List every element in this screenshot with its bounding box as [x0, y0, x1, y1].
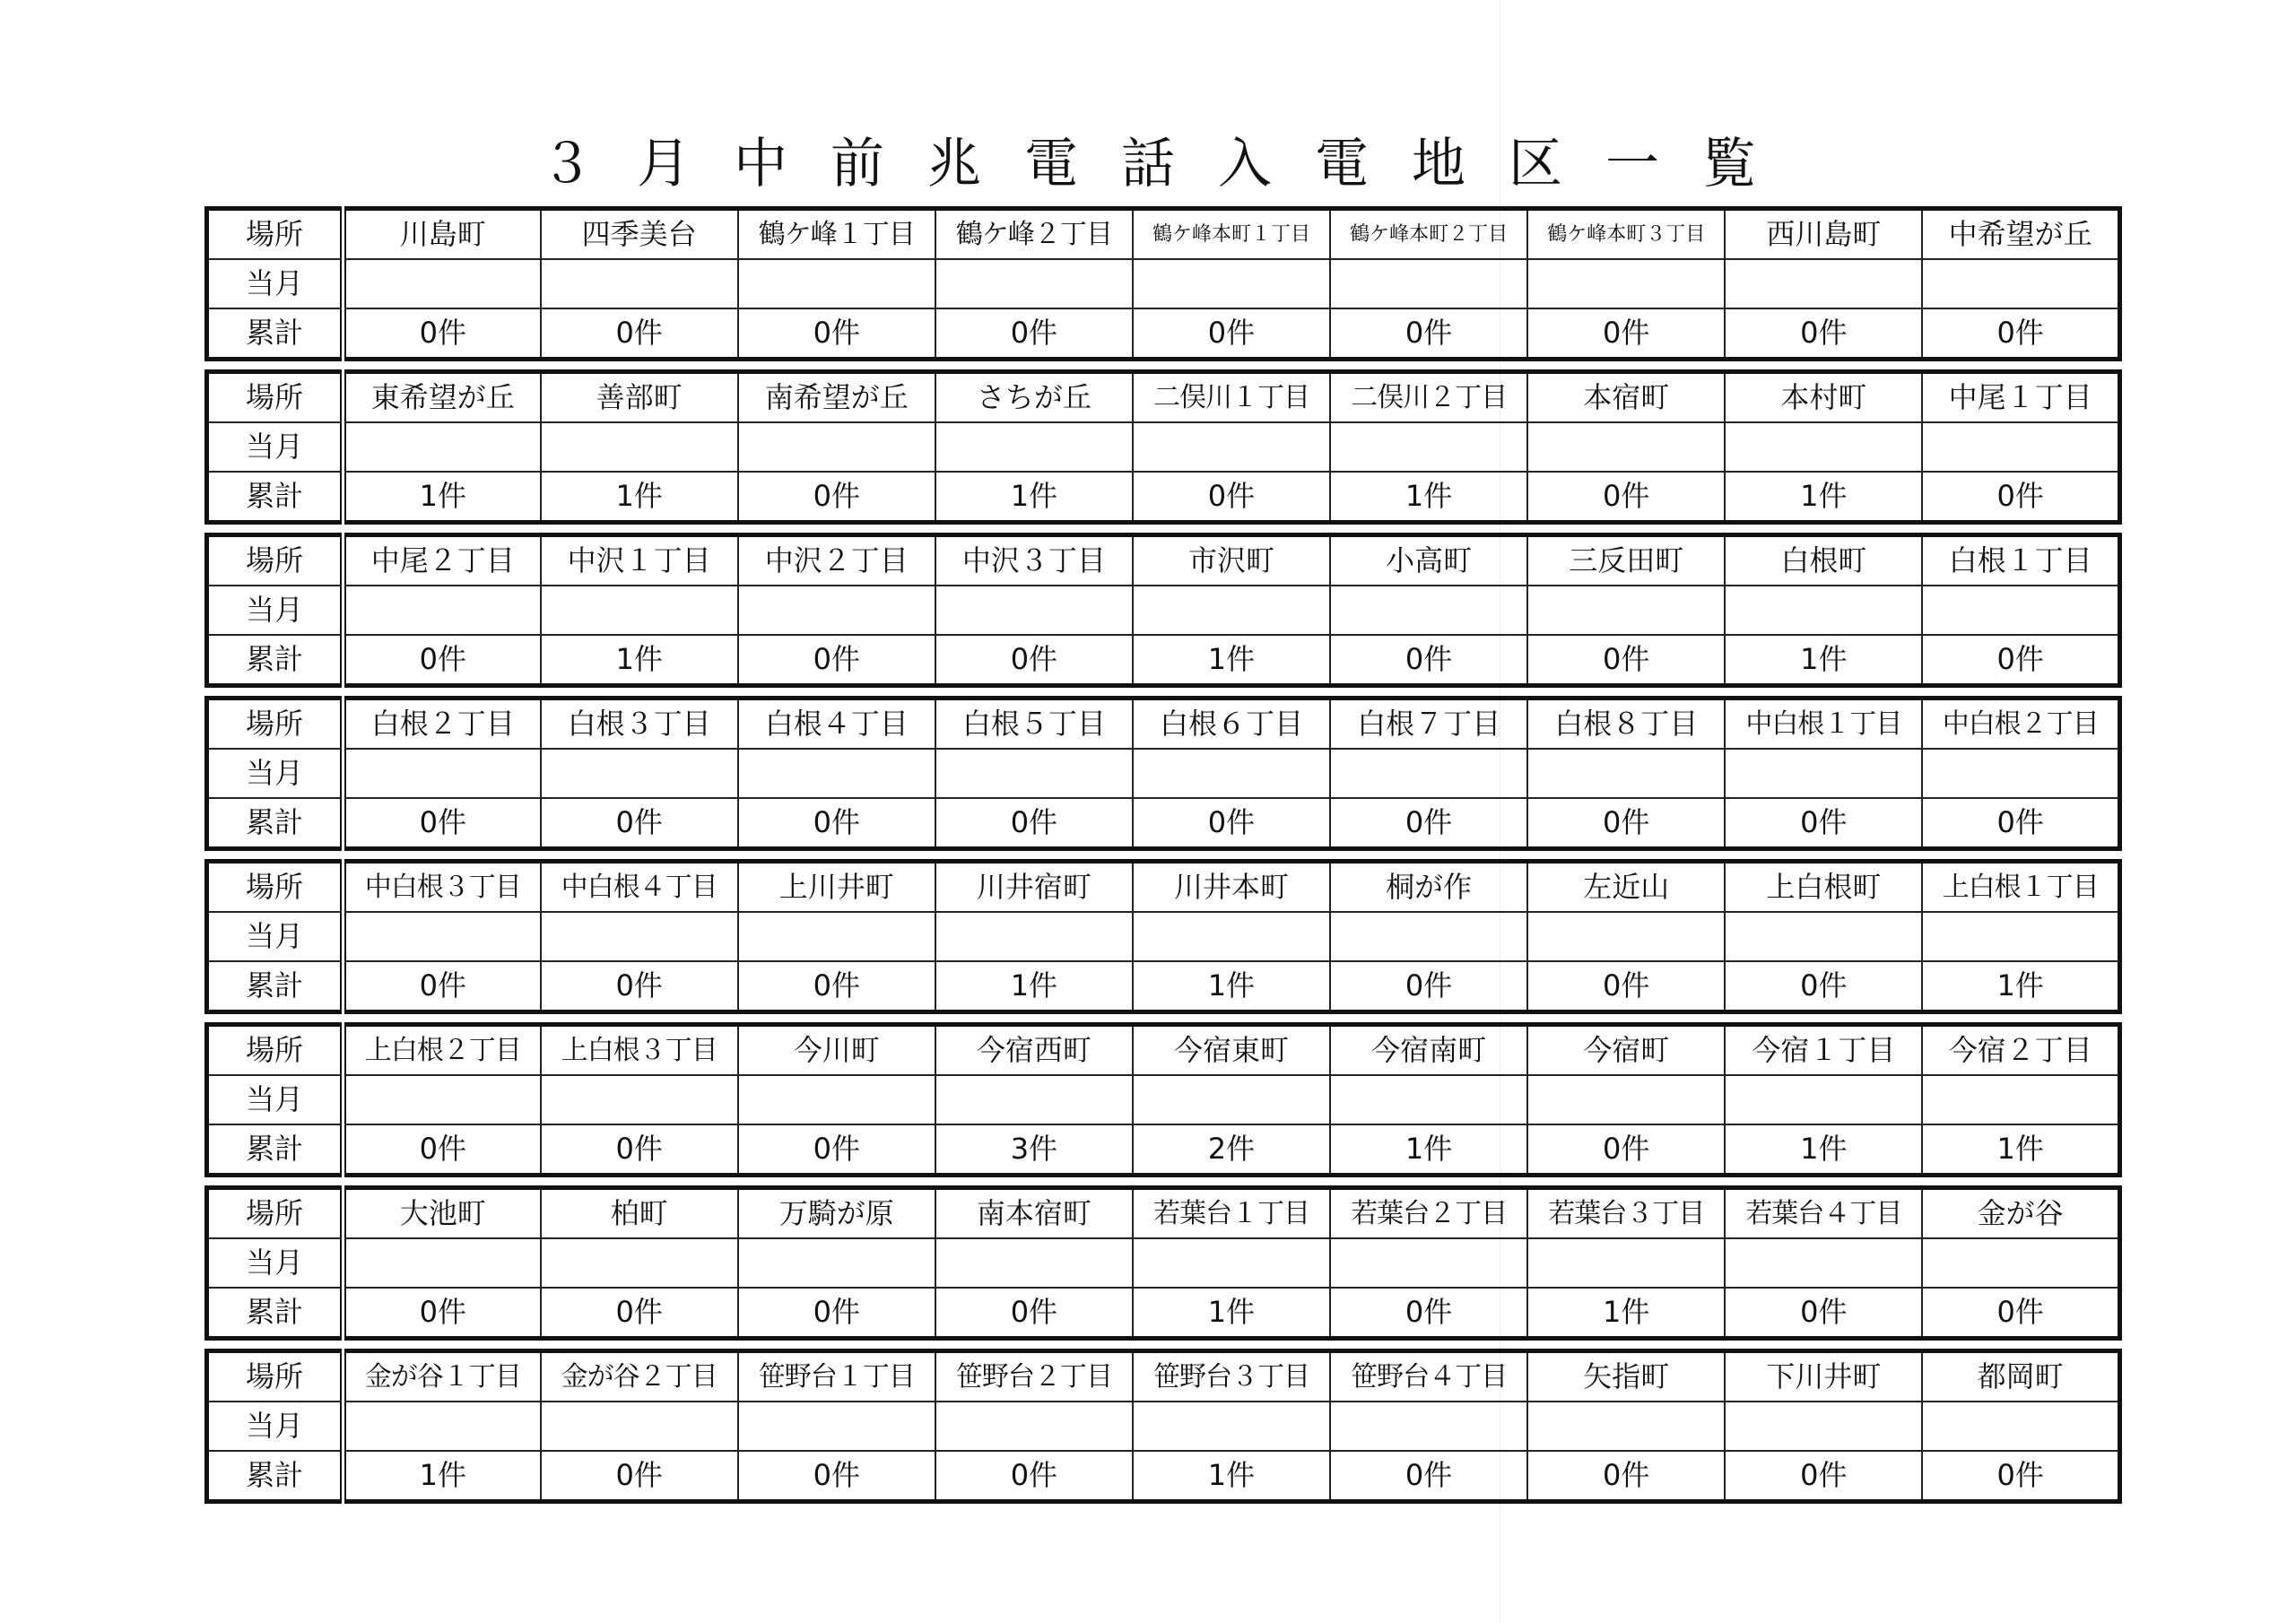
place-name-cell: 白根３丁目 — [541, 699, 738, 750]
month-count-cell — [1133, 1075, 1330, 1124]
place-name-cell: 中沢３丁目 — [935, 535, 1133, 586]
place-name-cell: 笹野台３丁目 — [1133, 1351, 1330, 1402]
place-name-cell: 金が谷２丁目 — [541, 1351, 738, 1402]
place-name-cell: 中白根４丁目 — [541, 862, 738, 913]
month-count-cell — [1330, 749, 1527, 798]
total-count-cell: 1件 — [1725, 1124, 1922, 1176]
total-count-cell: 1件 — [1330, 1124, 1527, 1176]
district-table-block — [204, 533, 2122, 688]
month-count-cell — [935, 259, 1133, 308]
place-name-cell: 川井本町 — [1133, 862, 1330, 913]
total-count-cell: 0件 — [738, 1124, 935, 1176]
place-name-cell: 下川井町 — [1725, 1351, 1922, 1402]
total-count-cell: 0件 — [1133, 472, 1330, 523]
month-row-label: 当月 — [207, 259, 344, 308]
place-row — [207, 862, 2120, 913]
place-row-label: 場所 — [207, 209, 344, 260]
place-name-cell: 桐が作 — [1330, 862, 1527, 913]
month-count-cell — [1527, 749, 1725, 798]
place-name-cell: 今宿町 — [1527, 1025, 1725, 1076]
place-name-cell: 上川井町 — [738, 862, 935, 913]
total-count-cell: 0件 — [1725, 961, 1922, 1012]
month-count-cell — [738, 1238, 935, 1288]
district-table-block — [204, 206, 2122, 361]
total-row — [207, 308, 2120, 360]
month-count-cell — [1330, 422, 1527, 472]
month-row-label: 当月 — [207, 1075, 344, 1124]
place-name-cell: 川島町 — [344, 209, 541, 260]
place-row — [207, 209, 2120, 260]
total-count-cell: 0件 — [344, 308, 541, 360]
month-count-cell — [1527, 586, 1725, 635]
place-row-label: 場所 — [207, 535, 344, 586]
total-row-label: 累計 — [207, 308, 344, 360]
total-count-cell: 0件 — [1725, 798, 1922, 849]
place-name-cell: 上白根１丁目 — [1922, 862, 2119, 913]
total-count-cell: 1件 — [1922, 961, 2119, 1012]
total-count-cell: 0件 — [1133, 798, 1330, 849]
month-count-cell — [935, 586, 1133, 635]
place-name-cell: 中希望が丘 — [1922, 209, 2119, 260]
month-count-cell — [344, 1075, 541, 1124]
place-name-cell: 鶴ケ峰本町３丁目 — [1527, 209, 1725, 260]
total-count-cell: 0件 — [344, 1124, 541, 1176]
month-count-cell — [935, 1238, 1133, 1288]
total-count-cell: 0件 — [935, 798, 1133, 849]
month-count-cell — [738, 259, 935, 308]
total-row-label: 累計 — [207, 635, 344, 686]
place-name-cell: 東希望が丘 — [344, 372, 541, 423]
place-name-cell: 中白根２丁目 — [1922, 699, 2119, 750]
month-count-cell — [935, 749, 1133, 798]
total-count-cell: 0件 — [1922, 1288, 2119, 1339]
total-count-cell: 0件 — [1527, 1124, 1725, 1176]
month-row — [207, 1402, 2120, 1451]
total-count-cell: 1件 — [1922, 1124, 2119, 1176]
total-row-label: 累計 — [207, 1124, 344, 1176]
month-count-cell — [1527, 1075, 1725, 1124]
month-count-cell — [1330, 586, 1527, 635]
total-count-cell: 0件 — [1527, 1451, 1725, 1502]
place-name-cell: 今宿南町 — [1330, 1025, 1527, 1076]
month-count-cell — [1922, 422, 2119, 472]
total-count-cell: 1件 — [344, 1451, 541, 1502]
month-count-cell — [1922, 1238, 2119, 1288]
place-name-cell: 柏町 — [541, 1188, 738, 1239]
month-count-cell — [1527, 259, 1725, 308]
place-name-cell: 笹野台４丁目 — [1330, 1351, 1527, 1402]
month-row — [207, 586, 2120, 635]
month-count-cell — [1133, 259, 1330, 308]
place-name-cell: 若葉台４丁目 — [1725, 1188, 1922, 1239]
place-name-cell: 川井宿町 — [935, 862, 1133, 913]
total-count-cell: 0件 — [344, 635, 541, 686]
place-name-cell: 白根６丁目 — [1133, 699, 1330, 750]
district-table-block — [204, 696, 2122, 851]
total-count-cell: 0件 — [1330, 308, 1527, 360]
total-count-cell: 0件 — [1330, 798, 1527, 849]
total-count-cell: 0件 — [738, 961, 935, 1012]
place-name-cell: 二俣川１丁目 — [1133, 372, 1330, 423]
place-name-cell: 鶴ケ峰本町２丁目 — [1330, 209, 1527, 260]
total-count-cell: 1件 — [1133, 635, 1330, 686]
total-count-cell: 1件 — [1725, 635, 1922, 686]
total-row — [207, 1288, 2120, 1339]
total-count-cell: 0件 — [935, 635, 1133, 686]
place-row-label: 場所 — [207, 372, 344, 423]
month-count-cell — [738, 422, 935, 472]
district-table-block — [204, 1185, 2122, 1341]
total-count-cell: 1件 — [1133, 961, 1330, 1012]
month-count-cell — [541, 912, 738, 961]
total-count-cell: 0件 — [344, 798, 541, 849]
month-count-cell — [344, 586, 541, 635]
total-count-cell: 0件 — [541, 961, 738, 1012]
place-name-cell: 本村町 — [1725, 372, 1922, 423]
place-name-cell: 万騎が原 — [738, 1188, 935, 1239]
place-name-cell: 白根５丁目 — [935, 699, 1133, 750]
total-row-label: 累計 — [207, 1451, 344, 1502]
place-name-cell: 今川町 — [738, 1025, 935, 1076]
place-row-label: 場所 — [207, 1351, 344, 1402]
place-name-cell: 鶴ケ峰１丁目 — [738, 209, 935, 260]
district-table-block — [204, 369, 2122, 525]
total-row — [207, 1451, 2120, 1502]
place-row-label: 場所 — [207, 699, 344, 750]
place-name-cell: 大池町 — [344, 1188, 541, 1239]
total-count-cell: 0件 — [1922, 798, 2119, 849]
place-name-cell: 白根１丁目 — [1922, 535, 2119, 586]
month-count-cell — [935, 422, 1133, 472]
total-count-cell: 1件 — [935, 472, 1133, 523]
total-count-cell: 0件 — [738, 635, 935, 686]
place-name-cell: 今宿西町 — [935, 1025, 1133, 1076]
place-name-cell: 若葉台１丁目 — [1133, 1188, 1330, 1239]
month-count-cell — [1922, 586, 2119, 635]
total-count-cell: 0件 — [1527, 308, 1725, 360]
month-count-cell — [738, 749, 935, 798]
district-table-block — [204, 1349, 2122, 1504]
total-count-cell: 0件 — [935, 1288, 1133, 1339]
total-count-cell: 1件 — [1330, 472, 1527, 523]
month-count-cell — [1725, 1402, 1922, 1451]
place-row — [207, 699, 2120, 750]
month-count-cell — [935, 1075, 1133, 1124]
month-count-cell — [1725, 912, 1922, 961]
place-name-cell: 四季美台 — [541, 209, 738, 260]
total-count-cell: 0件 — [344, 961, 541, 1012]
place-name-cell: 中白根１丁目 — [1725, 699, 1922, 750]
place-row — [207, 1351, 2120, 1402]
total-count-cell: 0件 — [541, 308, 738, 360]
month-count-cell — [1527, 1238, 1725, 1288]
total-count-cell: 0件 — [738, 472, 935, 523]
total-count-cell: 0件 — [1330, 961, 1527, 1012]
month-count-cell — [738, 1075, 935, 1124]
place-name-cell: 上白根３丁目 — [541, 1025, 738, 1076]
total-row — [207, 798, 2120, 849]
month-row-label: 当月 — [207, 1402, 344, 1451]
total-count-cell: 0件 — [1527, 798, 1725, 849]
place-name-cell: 南本宿町 — [935, 1188, 1133, 1239]
place-name-cell: 白根４丁目 — [738, 699, 935, 750]
month-count-cell — [738, 586, 935, 635]
month-count-cell — [1527, 422, 1725, 472]
month-count-cell — [541, 1402, 738, 1451]
month-count-cell — [1725, 259, 1922, 308]
total-row-label: 累計 — [207, 961, 344, 1012]
total-count-cell: 1件 — [344, 472, 541, 523]
place-name-cell: 金が谷１丁目 — [344, 1351, 541, 1402]
total-count-cell: 1件 — [1527, 1288, 1725, 1339]
place-name-cell: 白根７丁目 — [1330, 699, 1527, 750]
month-count-cell — [935, 1402, 1133, 1451]
total-count-cell: 0件 — [935, 1451, 1133, 1502]
place-name-cell: 中尾２丁目 — [344, 535, 541, 586]
month-count-cell — [1922, 259, 2119, 308]
place-name-cell: 金が谷 — [1922, 1188, 2119, 1239]
total-row — [207, 961, 2120, 1012]
total-count-cell: 0件 — [1330, 1288, 1527, 1339]
place-name-cell: 矢指町 — [1527, 1351, 1725, 1402]
total-row — [207, 1124, 2120, 1176]
month-count-cell — [1330, 1402, 1527, 1451]
month-count-cell — [1133, 749, 1330, 798]
month-row — [207, 259, 2120, 308]
place-row-label: 場所 — [207, 1025, 344, 1076]
total-count-cell: 0件 — [1725, 1451, 1922, 1502]
month-row — [207, 422, 2120, 472]
month-count-cell — [1922, 1075, 2119, 1124]
month-count-cell — [1725, 586, 1922, 635]
month-count-cell — [541, 586, 738, 635]
total-row-label: 累計 — [207, 798, 344, 849]
month-row-label: 当月 — [207, 586, 344, 635]
place-name-cell: 中尾１丁目 — [1922, 372, 2119, 423]
month-row-label: 当月 — [207, 1238, 344, 1288]
total-count-cell: 0件 — [1922, 308, 2119, 360]
place-name-cell: 白根８丁目 — [1527, 699, 1725, 750]
place-name-cell: 上白根２丁目 — [344, 1025, 541, 1076]
total-row — [207, 635, 2120, 686]
total-count-cell: 1件 — [935, 961, 1133, 1012]
total-count-cell: 2件 — [1133, 1124, 1330, 1176]
month-count-cell — [738, 1402, 935, 1451]
month-row — [207, 1238, 2120, 1288]
total-count-cell: 0件 — [1527, 635, 1725, 686]
month-count-cell — [344, 912, 541, 961]
total-count-cell: 0件 — [541, 798, 738, 849]
total-count-cell: 0件 — [344, 1288, 541, 1339]
place-name-cell: 二俣川２丁目 — [1330, 372, 1527, 423]
place-name-cell: 三反田町 — [1527, 535, 1725, 586]
month-count-cell — [541, 1075, 738, 1124]
place-name-cell: 笹野台２丁目 — [935, 1351, 1133, 1402]
place-name-cell: 西川島町 — [1725, 209, 1922, 260]
district-table-block — [204, 1022, 2122, 1177]
place-name-cell: 鶴ケ峰２丁目 — [935, 209, 1133, 260]
month-count-cell — [344, 422, 541, 472]
month-count-cell — [541, 1238, 738, 1288]
place-row — [207, 1188, 2120, 1239]
place-name-cell: 南希望が丘 — [738, 372, 935, 423]
month-count-cell — [1725, 1075, 1922, 1124]
total-count-cell: 0件 — [738, 1288, 935, 1339]
total-count-cell: 1件 — [1133, 1288, 1330, 1339]
total-count-cell: 1件 — [541, 472, 738, 523]
place-row-label: 場所 — [207, 862, 344, 913]
month-count-cell — [1527, 912, 1725, 961]
place-name-cell: 中白根３丁目 — [344, 862, 541, 913]
total-count-cell: 0件 — [541, 1288, 738, 1339]
place-name-cell: 若葉台３丁目 — [1527, 1188, 1725, 1239]
total-count-cell: 0件 — [1922, 1451, 2119, 1502]
month-row — [207, 749, 2120, 798]
place-name-cell: 上白根町 — [1725, 862, 1922, 913]
place-row — [207, 1025, 2120, 1076]
month-count-cell — [1133, 1402, 1330, 1451]
month-count-cell — [1133, 422, 1330, 472]
total-count-cell: 0件 — [541, 1124, 738, 1176]
month-row — [207, 912, 2120, 961]
month-count-cell — [935, 912, 1133, 961]
total-count-cell: 1件 — [1133, 1451, 1330, 1502]
place-name-cell: 左近山 — [1527, 862, 1725, 913]
month-count-cell — [1133, 912, 1330, 961]
place-name-cell: 若葉台２丁目 — [1330, 1188, 1527, 1239]
total-count-cell: 0件 — [1527, 961, 1725, 1012]
place-name-cell: 小高町 — [1330, 535, 1527, 586]
place-name-cell: 中沢１丁目 — [541, 535, 738, 586]
place-name-cell: 都岡町 — [1922, 1351, 2119, 1402]
total-count-cell: 1件 — [541, 635, 738, 686]
place-name-cell: 白根２丁目 — [344, 699, 541, 750]
total-count-cell: 0件 — [1922, 635, 2119, 686]
district-table-block — [204, 859, 2122, 1014]
total-count-cell: 0件 — [1725, 1288, 1922, 1339]
month-count-cell — [1330, 1075, 1527, 1124]
total-count-cell: 0件 — [1330, 635, 1527, 686]
total-row — [207, 472, 2120, 523]
total-count-cell: 0件 — [738, 798, 935, 849]
place-name-cell: 笹野台１丁目 — [738, 1351, 935, 1402]
place-name-cell: 中沢２丁目 — [738, 535, 935, 586]
total-count-cell: 0件 — [1725, 308, 1922, 360]
total-count-cell: 0件 — [1922, 472, 2119, 523]
place-name-cell: 今宿２丁目 — [1922, 1025, 2119, 1076]
total-count-cell: 0件 — [738, 1451, 935, 1502]
month-count-cell — [541, 259, 738, 308]
month-count-cell — [1922, 749, 2119, 798]
month-count-cell — [1725, 1238, 1922, 1288]
month-count-cell — [1725, 422, 1922, 472]
place-name-cell: 鶴ケ峰本町１丁目 — [1133, 209, 1330, 260]
month-count-cell — [1330, 1238, 1527, 1288]
place-name-cell: 白根町 — [1725, 535, 1922, 586]
month-count-cell — [1133, 1238, 1330, 1288]
place-name-cell: 今宿東町 — [1133, 1025, 1330, 1076]
place-name-cell: 市沢町 — [1133, 535, 1330, 586]
place-row — [207, 372, 2120, 423]
total-count-cell: 0件 — [1133, 308, 1330, 360]
month-count-cell — [541, 749, 738, 798]
total-count-cell: 3件 — [935, 1124, 1133, 1176]
month-count-cell — [344, 259, 541, 308]
total-count-cell: 0件 — [935, 308, 1133, 360]
month-row-label: 当月 — [207, 422, 344, 472]
month-count-cell — [344, 749, 541, 798]
month-row-label: 当月 — [207, 749, 344, 798]
month-count-cell — [1527, 1402, 1725, 1451]
month-count-cell — [1330, 912, 1527, 961]
place-name-cell: さちが丘 — [935, 372, 1133, 423]
total-count-cell: 0件 — [1330, 1451, 1527, 1502]
total-count-cell: 0件 — [738, 308, 935, 360]
total-row-label: 累計 — [207, 1288, 344, 1339]
total-count-cell: 0件 — [1527, 472, 1725, 523]
month-row-label: 当月 — [207, 912, 344, 961]
place-row — [207, 535, 2120, 586]
month-count-cell — [1725, 749, 1922, 798]
place-name-cell: 本宿町 — [1527, 372, 1725, 423]
page-title: ３月中前兆電話入電地区一覧 — [540, 133, 1799, 195]
month-count-cell — [1133, 586, 1330, 635]
month-count-cell — [1922, 1402, 2119, 1451]
total-count-cell: 1件 — [1725, 472, 1922, 523]
month-count-cell — [344, 1402, 541, 1451]
month-count-cell — [738, 912, 935, 961]
month-count-cell — [1330, 259, 1527, 308]
month-row — [207, 1075, 2120, 1124]
total-row-label: 累計 — [207, 472, 344, 523]
district-tables — [204, 206, 2122, 1512]
total-count-cell: 0件 — [541, 1451, 738, 1502]
place-name-cell: 今宿１丁目 — [1725, 1025, 1922, 1076]
month-count-cell — [344, 1238, 541, 1288]
month-count-cell — [1922, 912, 2119, 961]
month-count-cell — [541, 422, 738, 472]
place-name-cell: 善部町 — [541, 372, 738, 423]
place-row-label: 場所 — [207, 1188, 344, 1239]
